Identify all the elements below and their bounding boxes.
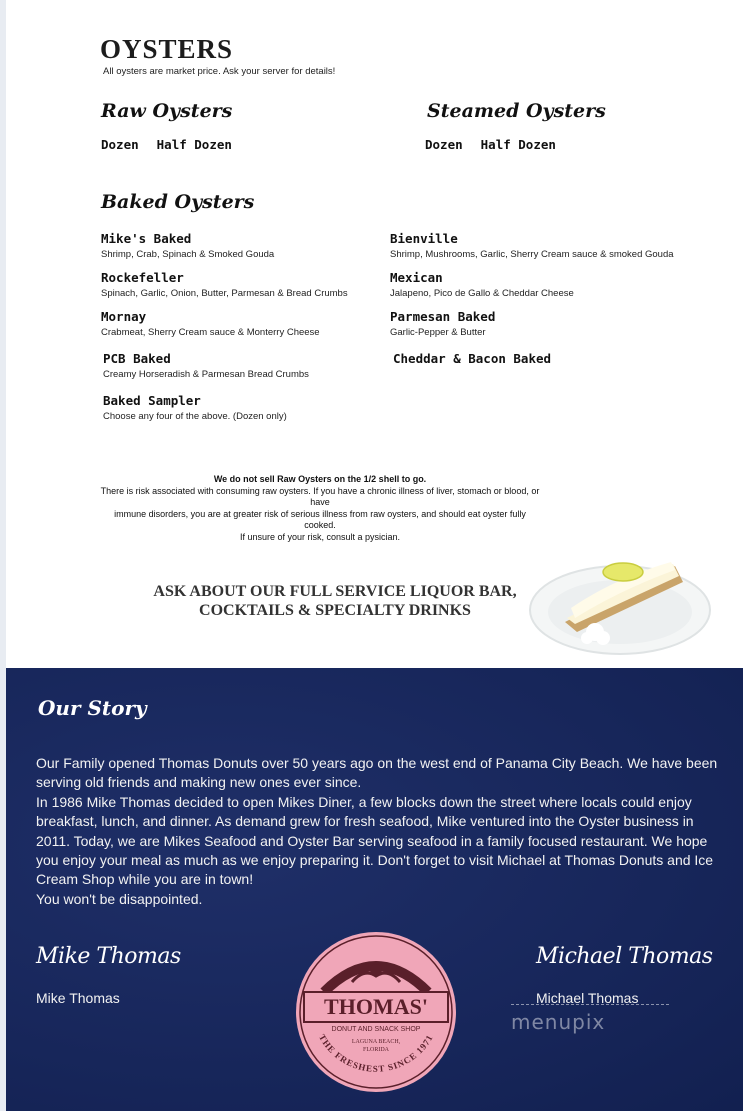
menu-item (390, 270, 574, 299)
steamed-dozen: Dozen (425, 137, 463, 152)
steamed-oysters-heading: Steamed Oysters (427, 100, 606, 122)
baked-oysters-heading: Baked Oysters (101, 191, 255, 213)
logo-brand: THOMAS' (324, 994, 428, 1019)
logo-location-1: LAGUNA BEACH, (351, 1039, 401, 1045)
item-description: Garlic-Pepper & Butter (390, 327, 486, 338)
menu-item (101, 309, 320, 338)
item-name: Bienville (390, 231, 458, 246)
michael-signature: Michael Thomas (536, 944, 713, 969)
story-paragraph: You won't be disappointed. (36, 890, 203, 907)
oysters-heading: OYSTERS (100, 34, 234, 64)
menu-item (393, 351, 551, 366)
item-description: Choose any four of the above. (Dozen only) (103, 411, 287, 422)
item-description: Shrimp, Mushrooms, Garlic, Sherry Cream sauce & smoked Gouda (390, 249, 674, 260)
logo-subtitle: DONUT AND SNACK SHOP (331, 1026, 421, 1033)
steamed-half-dozen: Half Dozen (480, 137, 556, 152)
item-name: Mornay (101, 309, 147, 324)
item-name: Cheddar & Bacon Baked (393, 351, 552, 366)
steamed-oysters-sizes (425, 137, 574, 152)
menu-item (101, 270, 348, 299)
menu-item (390, 309, 495, 338)
mike-signature: Mike Thomas (36, 944, 181, 969)
thomas-donut-shop-logo (294, 930, 458, 1094)
liquor-line: COCKTAILS & SPECIALTY DRINKS (199, 602, 471, 619)
our-story-heading: Our Story (38, 696, 147, 720)
story-paragraph: In 1986 Mike Thomas decided to open Mikes Diner, a few blocks down the street where locals could enjoy breakfast, lunch, and dinner. As demand grew for fresh seafood, Mike ventured into the Oyster business in 2011. Today, we are Mikes Seafood and Oyster Bar serving seafood in a family focused restaurant. We hope you enjoy your meal as much as we enjoy preparing it. Don't forget to visit Michael at Thomas Donuts and Ice Cream Shop while you are in town! (36, 793, 714, 888)
story-text (36, 754, 726, 909)
item-name: Parmesan Baked (390, 309, 496, 324)
item-description: Jalapeno, Pico de Gallo & Cheddar Cheese (390, 288, 574, 299)
market-price-note: All oysters are market price. Ask your server for details! (103, 66, 336, 77)
item-description: Crabmeat, Sherry Cream sauce & Monterry Cheese (101, 327, 320, 338)
item-name: Rockefeller (101, 270, 184, 285)
mike-name: Mike Thomas (36, 990, 120, 1006)
item-name: PCB Baked (103, 351, 171, 366)
menu-item (103, 393, 287, 422)
menu-item (101, 231, 274, 260)
item-name: Baked Sampler (103, 393, 201, 408)
key-lime-pie-image (525, 548, 715, 660)
logo-location-2: FLORIDA (362, 1047, 390, 1053)
raw-dozen: Dozen (101, 137, 139, 152)
michael-name: Michael Thomas (536, 990, 639, 1006)
story-paragraph: Our Family opened Thomas Donuts over 50 years ago on the west end of Panama City Beach. We have been serving old friends and making new ones ever since. (36, 755, 718, 791)
item-name: Mexican (390, 270, 443, 285)
liquor-line: ASK ABOUT OUR FULL SERVICE LIQUOR BAR, (153, 583, 517, 600)
menu-item (103, 351, 309, 380)
raw-oysters-sizes (101, 137, 250, 152)
warning-line: We do not sell Raw Oysters on the 1/2 shell to go. (213, 474, 427, 484)
raw-oyster-warning (100, 474, 540, 543)
raw-oysters-heading: Raw Oysters (101, 100, 233, 122)
liquor-bar-callout (130, 582, 540, 620)
watermark-line (511, 1004, 669, 1005)
warning-line: If unsure of your risk, consult a pysician. (239, 531, 401, 542)
item-name: Mike's Baked (101, 231, 192, 246)
menu-item (390, 231, 674, 260)
warning-line: immune disorders, you are at greater risk of serious illness from raw oysters, and should eat oyster fully cooked. (114, 508, 526, 530)
logo-arc-text: THE FRESHEST SINCE 1971 (317, 1032, 435, 1074)
menupix-watermark: menupix (511, 1010, 606, 1034)
raw-half-dozen: Half Dozen (156, 137, 232, 152)
warning-line: There is risk associated with consuming raw oysters. If you have a chronic illness of liver, stomach or blood, or have (100, 485, 540, 507)
our-story-section (6, 668, 743, 1111)
item-description: Spinach, Garlic, Onion, Butter, Parmesan & Bread Crumbs (101, 288, 348, 299)
item-description: Creamy Horseradish & Parmesan Bread Crumbs (103, 369, 309, 380)
item-description: Shrimp, Crab, Spinach & Smoked Gouda (101, 249, 275, 260)
